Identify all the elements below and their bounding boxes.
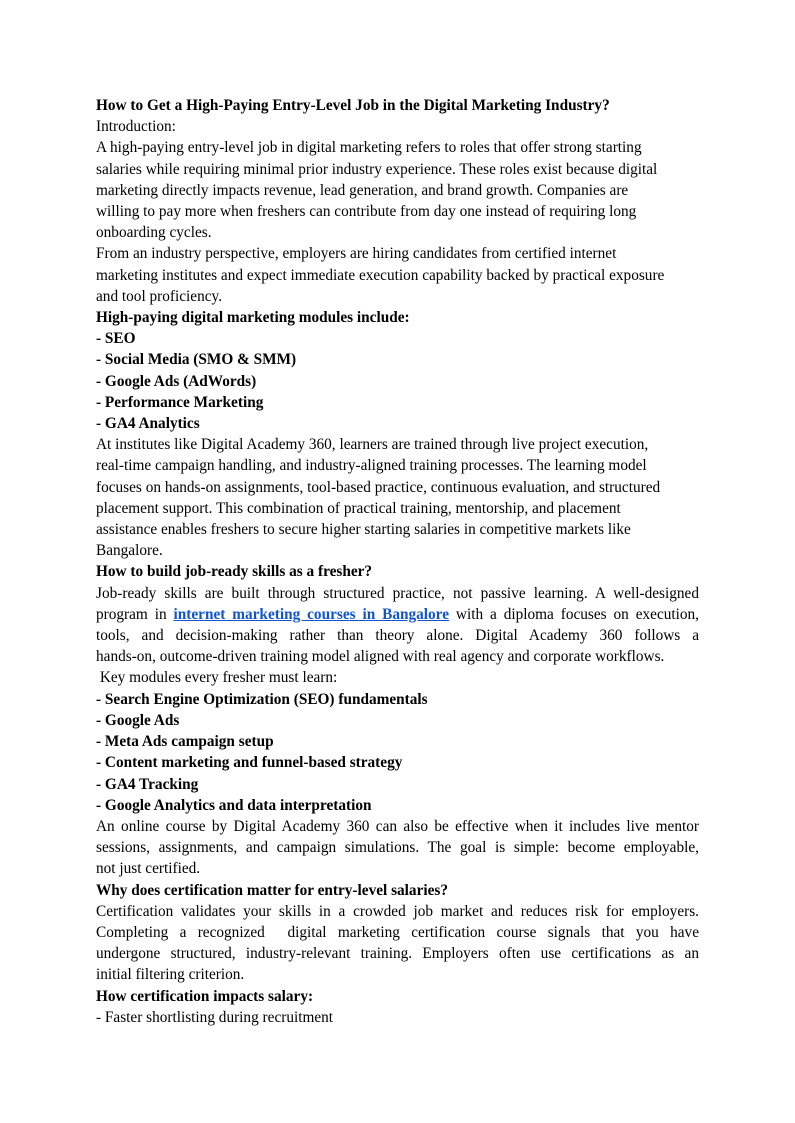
text-segment: program in (96, 605, 174, 623)
impact-list (96, 1007, 699, 1028)
list-item: - GA4 Analytics (96, 415, 200, 433)
text-line: and tool proficiency. (96, 287, 223, 305)
text-line: assistance enables freshers to secure higher starting salaries in competitive markets like (96, 521, 631, 539)
list-item: - Social Media (SMO & SMM) (96, 351, 297, 369)
text-line: placement support. This combination of practical training, mentorship, and placement (96, 499, 621, 517)
list-item: - Search Engine Optimization (SEO) fundamentals (96, 690, 428, 708)
academy-paragraph (96, 434, 699, 561)
modules-list (96, 328, 699, 434)
online-course-paragraph (96, 816, 699, 880)
list-item: - Faster shortlisting during recruitment (96, 1008, 334, 1026)
key-modules-intro: Key modules every fresher must learn: (96, 669, 338, 687)
intro-paragraph (96, 137, 699, 307)
text-line: initial filtering criterion. (96, 966, 245, 984)
text-line: undergone structured, industry-relevant training. Employers often use certifications as an (96, 945, 699, 963)
list-item: - Performance Marketing (96, 393, 264, 411)
document-title: How to Get a High-Paying Entry-Level Job in the Digital Marketing Industry? (96, 97, 610, 114)
certification-heading: Why does certification matter for entry-level salaries? (96, 881, 449, 899)
list-item: - Content marketing and funnel-based strategy (96, 754, 403, 772)
text-line: Bangalore. (96, 542, 163, 560)
text-line: focuses on hands-on assignments, tool-based practice, continuous evaluation, and structured (96, 478, 661, 496)
list-item: - Google Ads (96, 711, 180, 729)
text-line: Certification validates your skills in a crowded job market and reduces risk for employers. (96, 902, 699, 920)
text-line: not just certified. (96, 860, 201, 878)
certification-paragraph (96, 901, 699, 986)
text-line: Completing a recognized digital marketing certification course signals that you have (96, 923, 699, 941)
list-item: - Google Analytics and data interpretation (96, 796, 372, 814)
text-segment: with a diploma focuses on execution, (449, 605, 699, 623)
skills-heading: How to build job-ready skills as a fresher? (96, 563, 373, 581)
text-line: willing to pay more when freshers can contribute from day one instead of requiring long (96, 203, 637, 221)
impact-heading: How certification impacts salary: (96, 987, 314, 1005)
text-line: salaries while requiring minimal prior industry experience. These roles exist because digital (96, 160, 658, 178)
list-item: - Google Ads (AdWords) (96, 372, 257, 390)
text-line: Job-ready skills are built through structured practice, not passive learning. A well-designed (96, 584, 699, 602)
modules-heading: High-paying digital marketing modules include: (96, 309, 410, 327)
text-line: real-time campaign handling, and industry-aligned training processes. The learning model (96, 457, 647, 475)
intro-heading: Introduction: (96, 118, 176, 136)
key-modules-list (96, 689, 699, 816)
text-line: At institutes like Digital Academy 360, learners are trained through live project execution, (96, 436, 649, 454)
text-line-with-link (96, 604, 699, 625)
text-line: An online course by Digital Academy 360 can also be effective when it includes live mentor (96, 817, 699, 835)
text-line: A high-paying entry-level job in digital marketing refers to roles that offer strong starting (96, 139, 642, 157)
skills-paragraph (96, 583, 699, 668)
list-item: - GA4 Tracking (96, 775, 199, 793)
text-line: sessions, assignments, and campaign simulations. The goal is simple: become employable, (96, 839, 699, 857)
text-line: onboarding cycles. (96, 224, 212, 242)
text-line: hands-on, outcome-driven training model aligned with real agency and corporate workflows. (96, 648, 665, 666)
text-line: marketing institutes and expect immediate execution capability backed by practical exposure (96, 266, 665, 284)
list-item: - SEO (96, 330, 136, 348)
text-line: tools, and decision-making rather than theory alone. Digital Academy 360 follows a (96, 627, 699, 645)
text-line: From an industry perspective, employers are hiring candidates from certified internet (96, 245, 617, 263)
internet-marketing-courses-link[interactable]: internet marketing courses in Bangalore (173, 605, 449, 623)
list-item: - Meta Ads campaign setup (96, 733, 274, 751)
text-line: marketing directly impacts revenue, lead generation, and brand growth. Companies are (96, 181, 629, 199)
